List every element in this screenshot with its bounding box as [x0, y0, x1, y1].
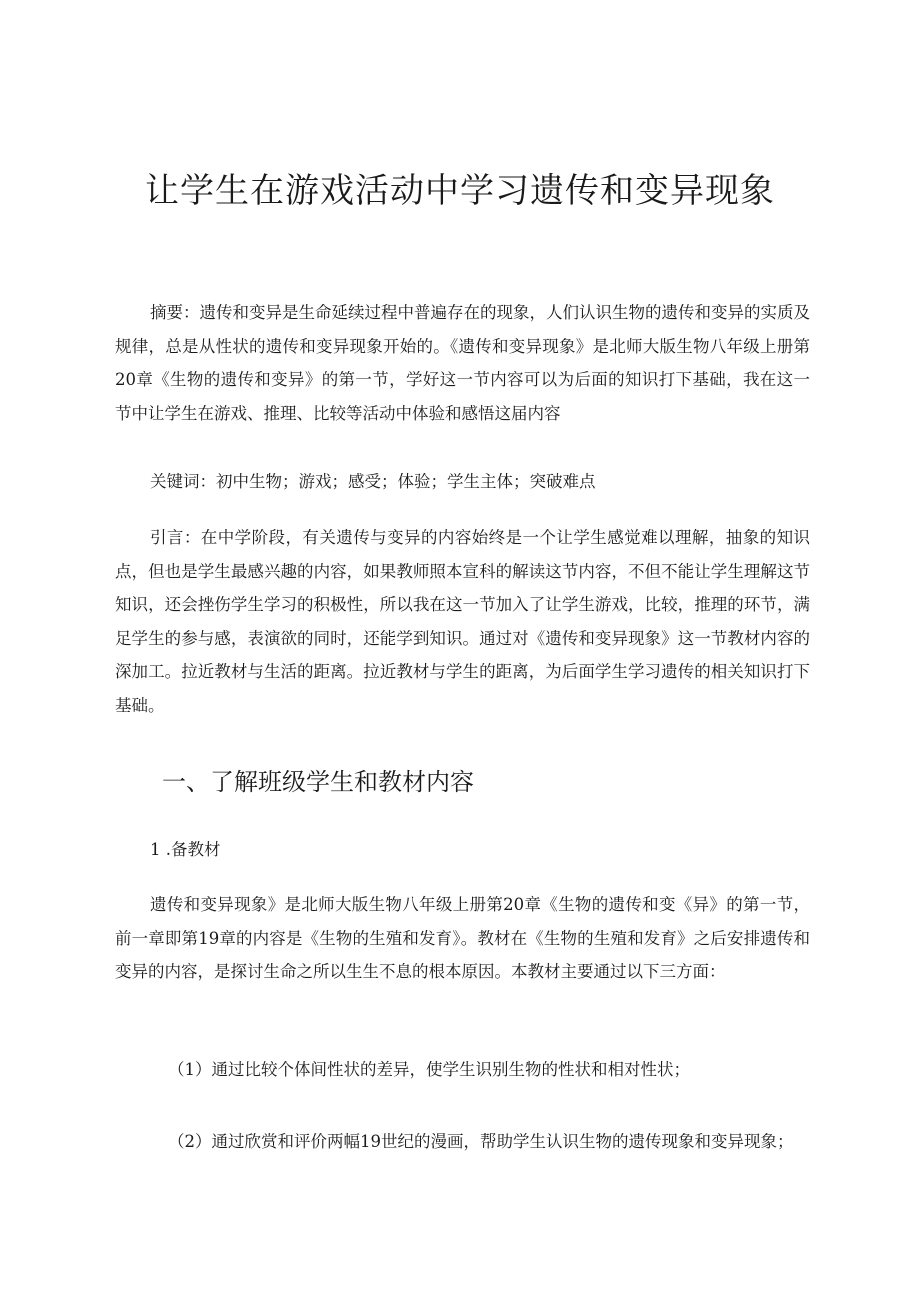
list-item: （2）通过欣赏和评价两幅19世纪的漫画，帮助学生认识生物的遗传现象和变异现象； [168, 1132, 794, 1151]
keywords-paragraph: 关键词：初中生物；游戏；感受；体验；学生主体；突破难点 [150, 472, 596, 491]
intro-paragraph: 引言：在中学阶段，有关遗传与变异的内容始终是一个让学生感觉难以理解，抽象的知识点，但也是学生最感兴趣的内容，如果教师照本宣科的解读这节内容，不但不能让学生理解这节知识，还会挫伤学生学习的积极性，所以我在这一节加入了让学生游戏，比较，推理的环节，满足学生的参与感，表演欲的同时，还能学到知识。通过对《遗传和变异现象》这一节教材内容的深加工。拉近教材与生活的距离。拉近教材与学生的距离，为后面学生学习遗传的相关知识打下基础。 [115, 528, 810, 715]
subsection-heading: 1 .备教材 [150, 840, 221, 859]
document-title: 让学生在游戏活动中学习遗传和变异现象 [145, 171, 775, 211]
abstract-paragraph: 摘要：遗传和变异是生命延续过程中普遍存在的现象，人们认识生物的遗传和变异的实质及规律，总是从性状的遗传和变异现象开始的。《遗传和变异现象》是北师大版生物八年级上册第20章《生物的遗传和变异》的第一节，学好这一节内容可以为后面的知识打下基础，我在这一节中让学生在游戏、推理、比较等活动中体验和感悟这届内容 [115, 303, 810, 423]
list-item: （1）通过比较个体间性状的差异，使学生识别生物的性状和相对性状； [168, 1060, 690, 1079]
section-heading: 一、了解班级学生和教材内容 [162, 768, 474, 796]
material-paragraph: 遗传和变异现象》是北师大版生物八年级上册第20章《生物的遗传和变《异》的第一节，前一章即第19章的内容是《生物的生殖和发育》。教材在《生物的生殖和发育》之后安排遗传和变异的内容，是探讨生命之所以生生不息的根本原因。本教材主要通过以下三方面： [115, 895, 810, 981]
